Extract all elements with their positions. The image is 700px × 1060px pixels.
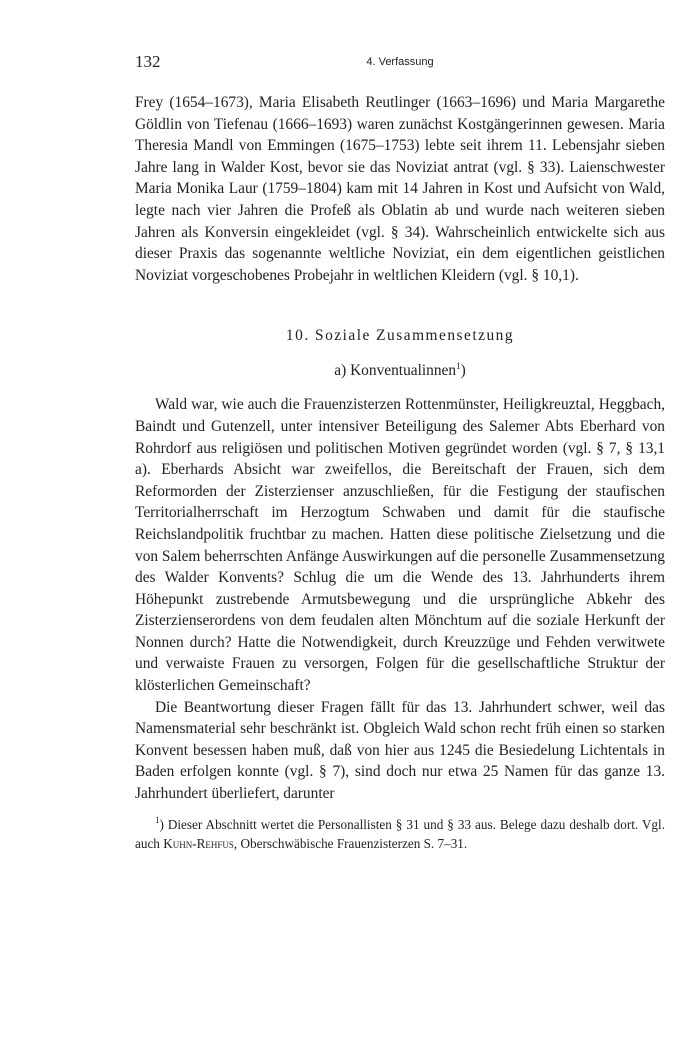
footnote-reference: 1: [456, 361, 461, 372]
footnote: [135, 815, 665, 853]
page-header: [135, 52, 665, 76]
footnote-author: Kuhn-Rehfus: [163, 835, 234, 851]
book-page: [135, 52, 665, 853]
paragraph-body: Die Beantwortung dieser Fragen fällt für das 13. Jahrhundert schwer, weil das Namensmaterial sehr beschränkt ist. Obgleich Wald schon recht früh einen so starken Konvent besessen haben muß, daß von hier aus 1245 die Besiedelung Lichtentals in Baden erfolgen konnte (vgl. § 7), sind doch nur etwa 25 Namen für das ganze 13. Jahrhundert überliefert, darunter: [135, 698, 665, 803]
footnote-text-end: , Oberschwäbische Frauenzisterzen S. 7–31.: [233, 835, 468, 851]
sub-heading: a) Konventualinnen$^1$): [334, 361, 466, 380]
page-number: 132: [135, 52, 161, 71]
paragraph-body: Wald war, wie auch die Frauenzisterzen Rottenmünster, Heiligkreuztal, Heggbach, Baindt und Gutenzell, unter intensiver Beteiligung des Salemer Abts Eberhard von Rohrdorf aus religiösen und politischen Motiven gegründet worden (vgl. § 7, § 13,1 a). Eberhards Absicht war zweifellos, die Bereitschaft der Frauen, sich dem Reformorden der Zisterzienser anzuschließen, für die Festigung der staufischen Territorialherrschaft im Herzogtum Schwaben und damit für die staufische Reichslandpolitik fruchtbar zu machen. Hatten diese politische Zielsetzung und die von Salem beherrschten Anfänge Auswirkungen auf die personelle Zusammensetzung des Walder Konvents? Schlug die um die Wende des 13. Jahrhunderts ihrem Höhepunkt zustrebende Armutsbewegung und die ursprüngliche Abkehr des Zisterzienserordens von dem feudalen alten Mönchtum auf die soziale Herkunft der Nonnen durch? Hatte die Notwendigkeit, durch Kreuzzüge und Fehden verwitwete und verwaiste Frauen zu versorgen, Folgen für die gesellschaftliche Struktur der klösterlichen Gemeinschaft?: [135, 396, 665, 695]
paragraph-continuation: Frey (1654–1673), Maria Elisabeth Reutlinger (1663–1696) und Maria Margarethe Göldlin von Tiefenau (1666–1693) waren zunächst Kostgängerinnen gewesen. Maria Theresia Mandl von Emmingen (1675–1753) lebte seit ihrem 11. Lebensjahr sieben Jahre lang in Walder Kost, bevor sie das Noviziat antrat (vgl. § 33). Laienschwester Maria Monika Laur (1759–1804) kam mit 14 Jahren in Kost und Aufsicht von Wald, legte nach vier Jahren die Profeß als Oblatin ab und wurde nach weiteren sieben Jahren als Konversin eingekleidet (vgl. § 34). Wahrscheinlich entwickelte sich aus dieser Praxis das sogenannte weltliche Noviziat, ein dem eigentlichen geistlichen Noviziat vorgeschobenes Probejahr in weltlichen Kleidern (vgl. § 10,1).: [135, 94, 665, 284]
footnote-mark: 1: [155, 814, 160, 825]
section-heading: 10. Soziale Zusammensetzung: [285, 327, 515, 345]
running-head: 4. Verfassung: [366, 56, 434, 68]
footnote-text: ) Dieser Abschnitt wertet die Personallisten § 31 und § 33 aus. Belege dazu deshalb dort. Vgl. auch: [135, 816, 665, 851]
sub-heading-text: a) Konventualinnen: [334, 362, 457, 380]
